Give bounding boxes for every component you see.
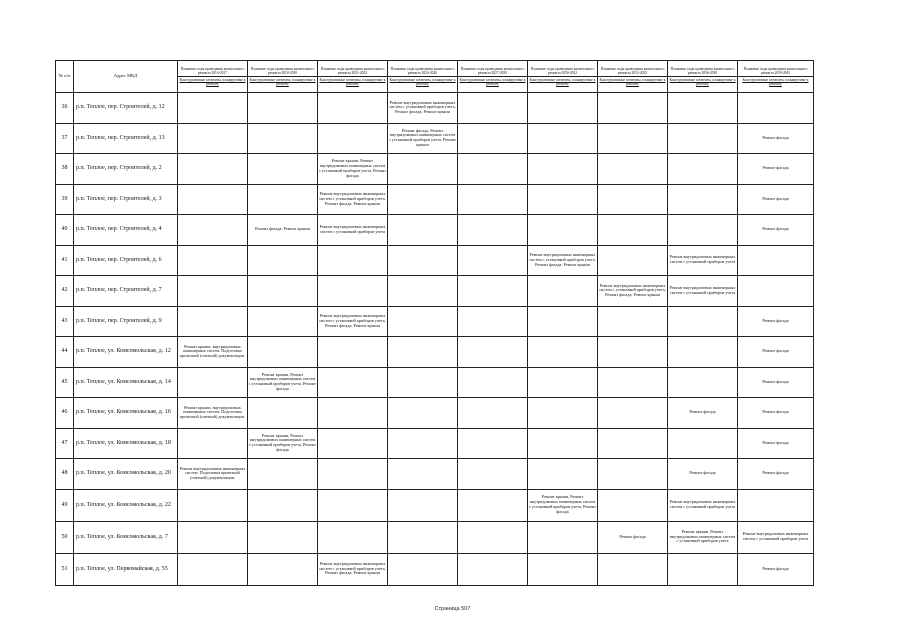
repair-cell [738,245,814,276]
repair-cell: Ремонт крыши, Ремонт внутридомовых инженерных систем с установкой приборов учета, Ремонт фасада [318,154,388,185]
repair-cell [388,521,458,553]
repair-cell [598,553,668,585]
period-subtitle: Конструктивные элементы, планируемые к ремонту [249,77,316,86]
repair-cell [668,184,738,215]
repair-cell [248,337,318,368]
repair-cell [458,276,528,307]
repair-cell [598,428,668,459]
repair-cell [528,276,598,307]
repair-cell [598,337,668,368]
repair-cell [318,489,388,521]
repair-cell: Ремонт фасада [738,428,814,459]
repair-cell [458,93,528,124]
repair-cell [528,184,598,215]
repair-cell [528,154,598,185]
table-row [56,398,814,429]
repair-cell [248,553,318,585]
repair-cell [248,398,318,429]
repair-cell [388,459,458,490]
table-row [56,184,814,215]
row-number: 41 [56,245,74,276]
repair-cell [738,489,814,521]
building-address: р.п. Теплое, пер. Строителей, д. 7 [74,276,178,307]
repair-cell [248,276,318,307]
repair-cell [388,398,458,429]
repair-cell [668,553,738,585]
repair-cell: Ремонт внутридомовых инженерных систем с установкой приборов учета, Ремонт фасада, Ремонт крыши [388,93,458,124]
repair-cell [248,489,318,521]
period-title: Плановые годы проведения капитального ремонта 2039-2043 [743,67,808,76]
repair-cell [528,398,598,429]
row-number: 42 [56,276,74,307]
repair-cell [528,123,598,154]
repair-cell [458,154,528,185]
repair-cell: Ремонт фасада [738,184,814,215]
repair-cell: Ремонт фасада [738,215,814,246]
building-address: р.п. Теплое, ул. Комсомольская, д. 7 [74,521,178,553]
repair-cell: Ремонт фасада [668,398,738,429]
period-header [318,61,388,93]
period-title: Плановые годы проведения капитального ремонта 2021-2023 [320,67,385,76]
repair-cell [668,154,738,185]
repair-cell [458,367,528,398]
repair-cell: Ремонт фасада [668,459,738,490]
num-column-header: № п/п [56,61,74,93]
period-subtitle: Конструктивные элементы, планируемые к ремонту [599,77,666,86]
repair-cell [388,489,458,521]
building-address: р.п. Теплое, пер. Строителей, д. 13 [74,123,178,154]
repair-cell: Ремонт фасада [738,154,814,185]
period-subtitle: Конструктивные элементы, планируемые к ремонту [459,77,526,86]
period-header [388,61,458,93]
repair-cell [458,521,528,553]
repair-cell [178,306,248,337]
repair-cell [318,337,388,368]
repair-cell: Ремонт внутридомовых инженерных систем с установкой приборов учета, Ремонт фасада, Ремонт крыши [318,306,388,337]
table-row [56,521,814,553]
row-number: 50 [56,521,74,553]
building-address: р.п. Теплое, ул. Комсомольская, д. 20 [74,459,178,490]
period-subtitle: Конструктивные элементы, планируемые к ремонту [529,77,596,86]
repair-cell [458,553,528,585]
repair-cell [318,398,388,429]
repair-cell: Ремонт внутридомовых инженерных систем с установкой приборов учета [668,489,738,521]
repair-cell [738,276,814,307]
repair-cell [178,276,248,307]
repair-cell [598,184,668,215]
repair-cell [318,123,388,154]
repair-cell [388,553,458,585]
repair-cell [668,367,738,398]
repair-cell [248,123,318,154]
period-subtitle: Конструктивные элементы, планируемые к ремонту [389,77,456,86]
repair-cell: Ремонт фасада, Ремонт крыши [248,215,318,246]
repair-cell [598,154,668,185]
repair-cell: Ремонт внутридомовых инженерных систем с установкой приборов учета, Ремонт фасада, Ремонт крыши [528,245,598,276]
repair-cell: Ремонт крыши, Ремонт внутридомовых инженерных систем с установкой приборов учета, Ремонт фасада [248,428,318,459]
period-header [738,61,814,93]
period-title: Плановые годы проведения капитального ремонта 2030-2032 [530,67,595,76]
repair-cell [668,93,738,124]
repair-cell [668,123,738,154]
repair-cell [458,489,528,521]
repair-cell [668,428,738,459]
period-header [598,61,668,93]
table-row [56,553,814,585]
repair-cell: Ремонт крыши, Ремонт внутридомовых инженерных систем с установкой приборов учета [668,521,738,553]
repair-cell [178,367,248,398]
table-row [56,337,814,368]
repair-cell [528,428,598,459]
repair-cell: Ремонт фасада, Ремонт внутридомовых инженерных систем с установкой приборов учета, Ремонт крыши [388,123,458,154]
repair-cell [318,245,388,276]
building-address: р.п. Теплое, ул. Комсомольская, д. 18 [74,428,178,459]
repair-cell [388,245,458,276]
repair-cell: Ремонт внутридомовых инженерных систем. Подготовка проектной (сметной) документации. [178,459,248,490]
repair-cell [528,521,598,553]
row-number: 39 [56,184,74,215]
repair-cell [598,306,668,337]
table-row [56,428,814,459]
repair-cell [458,123,528,154]
building-address: р.п. Теплое, ул. Комсомольская, д. 22 [74,489,178,521]
row-number: 46 [56,398,74,429]
repair-cell [458,215,528,246]
row-number: 44 [56,337,74,368]
repair-cell [388,184,458,215]
repair-cell [318,367,388,398]
repair-cell: Ремонт внутридомовых инженерных систем с установкой приборов учета, Ремонт фасада, Ремонт крыши [318,553,388,585]
repair-cell: Ремонт фасада [738,337,814,368]
repair-cell [248,459,318,490]
period-title: Плановые годы проведения капитального ремонта 2024-2026 [390,67,455,76]
row-number: 48 [56,459,74,490]
repair-cell: Ремонт крыши, Ремонт внутридомовых инженерных систем с установкой приборов учета, Ремонт фасада [528,489,598,521]
repair-cell [598,367,668,398]
row-number: 51 [56,553,74,585]
row-number: 43 [56,306,74,337]
repair-cell [178,428,248,459]
repair-cell: Ремонт фасада [738,553,814,585]
repair-cell [178,215,248,246]
repair-cell [598,93,668,124]
repair-cell: Ремонт внутридомовых инженерных систем с установкой приборов учета, Ремонт фасада, Ремонт крыши [318,184,388,215]
repair-cell [178,521,248,553]
period-header [248,61,318,93]
repair-cell [458,245,528,276]
repair-cell [528,367,598,398]
repair-cell [318,459,388,490]
row-number: 37 [56,123,74,154]
building-address: р.п. Теплое, пер. Строителей, д. 6 [74,245,178,276]
repair-cell [458,337,528,368]
repair-cell [668,215,738,246]
repair-cell: Ремонт внутридомовых инженерных систем с установкой приборов учета, Ремонт фасада, Ремонт крыши [598,276,668,307]
repair-cell [528,306,598,337]
repair-cell [528,93,598,124]
repair-cell [248,306,318,337]
repair-cell [528,337,598,368]
period-header [178,61,248,93]
repair-cell: Ремонт фасада [598,521,668,553]
repair-cell: Ремонт внутридомовых инженерных систем с установкой приборов учета [318,215,388,246]
period-title: Плановые годы проведения капитального ремонта 2036-2038 [670,67,735,76]
table-row [56,123,814,154]
period-subtitle: Конструктивные элементы, планируемые к ремонту [319,77,386,86]
building-address: р.п. Теплое, пер. Строителей, д. 2 [74,154,178,185]
repair-cell [178,245,248,276]
repair-cell [388,154,458,185]
building-address: р.п. Теплое, ул. Комсомольская, д. 16 [74,398,178,429]
repair-cell [388,367,458,398]
repair-cell [388,337,458,368]
building-address: р.п. Теплое, пер. Строителей, д. 9 [74,306,178,337]
repair-cell [178,184,248,215]
repair-cell: Ремонт фасада [738,459,814,490]
repair-cell [388,276,458,307]
repair-cell [178,154,248,185]
period-subtitle: Конструктивные элементы, планируемые к ремонту [669,77,736,86]
repair-cell: Ремонт крыши, внутридомовых инженерных систем. Подготовка проектной (сметной) документации. [178,398,248,429]
table-row [56,93,814,124]
table-row [56,245,814,276]
building-address: р.п. Теплое, пер. Строителей, д. 4 [74,215,178,246]
row-number: 40 [56,215,74,246]
repair-cell: Ремонт внутридомовых инженерных систем с установкой приборов учета [668,245,738,276]
repair-cell [388,306,458,337]
table-row [56,276,814,307]
repair-cell [248,521,318,553]
repair-cell: Ремонт фасада [738,367,814,398]
repair-cell [178,93,248,124]
row-number: 49 [56,489,74,521]
repair-cell [668,337,738,368]
repair-cell: Ремонт крыши, Ремонт внутридомовых инженерных систем с установкой приборов учета, Ремонт фасада [248,367,318,398]
period-title: Плановые годы проведения капитального ремонта 2033-2035 [600,67,665,76]
repair-cell [388,428,458,459]
repair-cell [178,553,248,585]
repair-cell [248,184,318,215]
repair-cell [598,398,668,429]
repair-cell [458,184,528,215]
repair-cell: Ремонт фасада [738,123,814,154]
table-body [56,93,814,586]
repair-cell [388,215,458,246]
table-row [56,154,814,185]
building-address: р.п. Теплое, пер. Строителей, д. 3 [74,184,178,215]
repair-cell [248,245,318,276]
repair-cell [528,553,598,585]
repair-cell: Ремонт фасада [738,306,814,337]
repair-cell [178,489,248,521]
repair-cell: Ремонт фасада [738,398,814,429]
repair-cell [598,123,668,154]
repair-cell [598,459,668,490]
repair-cell: Ремонт внутридомовых инженерных систем с установкой приборов учета [668,276,738,307]
building-address: р.п. Теплое, ул. Комсомольская, д. 12 [74,337,178,368]
period-title: Плановые годы проведения капитального ремонта 2027-2029 [460,67,525,76]
repair-cell [458,459,528,490]
repair-cell [318,276,388,307]
repair-cell [458,428,528,459]
repair-cell: Ремонт крыши, внутридомовых инженерных систем. Подготовка проектной (сметной) документации. [178,337,248,368]
period-header [528,61,598,93]
row-number: 36 [56,93,74,124]
table-row [56,215,814,246]
table-row [56,367,814,398]
repair-cell [318,93,388,124]
row-number: 45 [56,367,74,398]
building-address: р.п. Теплое, ул. Первомайская, д. 55 [74,553,178,585]
address-column-header: Адрес МКД [74,61,178,93]
repair-cell [248,154,318,185]
repair-cell [598,489,668,521]
repair-cell [248,93,318,124]
repair-cell [458,398,528,429]
table-row [56,306,814,337]
repair-cell [668,306,738,337]
repair-cell [738,93,814,124]
repair-cell [528,459,598,490]
repair-cell [318,521,388,553]
period-title: Плановые годы проведения капитального ремонта 2014-2017 [180,67,245,76]
period-title: Плановые годы проведения капитального ремонта 2018-2020 [250,67,315,76]
page-number: Страница 507 [434,606,471,612]
repair-cell [178,123,248,154]
period-subtitle: Конструктивные элементы, планируемые к ремонту [179,77,246,86]
table-row [56,459,814,490]
building-address: р.п. Теплое, ул. Комсомольская, д. 14 [74,367,178,398]
table-header-row [56,61,814,93]
row-number: 38 [56,154,74,185]
repair-cell [598,215,668,246]
building-address: р.п. Теплое, пер. Строителей, д. 12 [74,93,178,124]
repair-cell [318,428,388,459]
row-number: 47 [56,428,74,459]
repair-cell [528,215,598,246]
table-row [56,489,814,521]
period-header [668,61,738,93]
repair-cell [598,245,668,276]
repair-cell [458,306,528,337]
repair-cell: Ремонт внутридомовых инженерных систем с установкой приборов учета [738,521,814,553]
repair-schedule-table [55,60,814,586]
period-header [458,61,528,93]
period-subtitle: Конструктивные элементы, планируемые к ремонту [738,76,813,86]
